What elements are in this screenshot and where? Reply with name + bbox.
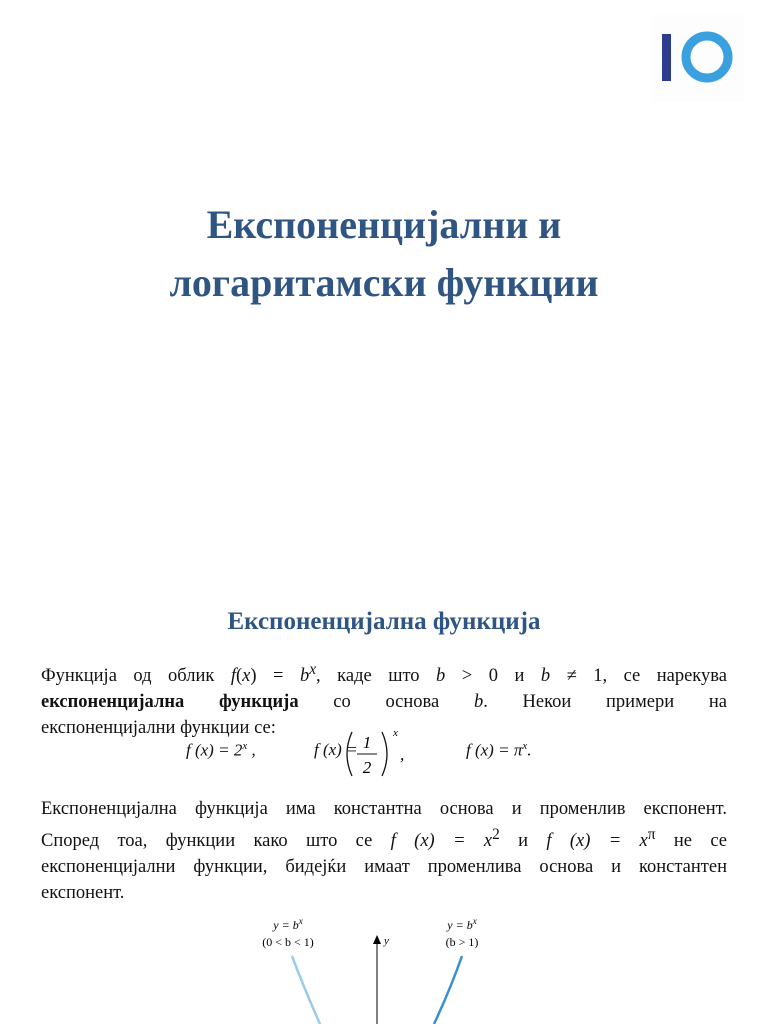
formula-2-head: f (x) = xyxy=(314,740,358,759)
fraction-numerator: 1 xyxy=(362,733,372,752)
text: , каде што xyxy=(316,666,437,687)
right-curve-label: $y = b^x$ xyxy=(447,916,477,932)
text: Функција од облик xyxy=(41,666,231,687)
formula-tail: . xyxy=(527,740,532,760)
definition-line-2 xyxy=(41,689,727,715)
text: и xyxy=(499,831,547,852)
y-axis-label: y xyxy=(384,935,389,947)
math-f-xpi: f (x) = x xyxy=(546,831,648,852)
exponential-graph xyxy=(240,910,510,1024)
logo xyxy=(652,14,744,102)
math-f: f xyxy=(230,666,236,687)
text: ( xyxy=(235,666,243,687)
formula-text: f (x) = 2 xyxy=(186,740,243,760)
math-exp-x: x xyxy=(309,661,317,678)
explanation-line-3: експоненцијални функции, бидејќи имаат променлива основа и константен xyxy=(41,857,727,878)
math-f-x2: f (x) = x xyxy=(390,831,493,852)
fraction-tail: , xyxy=(400,745,405,764)
explanation-line-1: Експоненцијална функција има константна основа и променлив експонент. xyxy=(41,799,727,819)
formula-tail: , xyxy=(247,740,256,760)
formula-3 xyxy=(466,740,531,761)
explanation-paragraph xyxy=(41,796,727,906)
increasing-curve xyxy=(434,956,462,1024)
text: . Некои примери на xyxy=(483,692,727,713)
explanation-line-4: експонент. xyxy=(41,883,125,904)
math-exp: π xyxy=(647,826,656,843)
io-logo-icon xyxy=(652,14,744,102)
left-curve-label: $y = b^x$ xyxy=(273,916,303,932)
formula-text: f (x) = π xyxy=(466,740,523,760)
text: > 0 и xyxy=(445,666,541,687)
math-b: b xyxy=(299,666,310,687)
math-exp: 2 xyxy=(492,826,500,843)
title-line-1: Експоненцијални и xyxy=(206,202,562,247)
text: ≠ 1, се нарекува xyxy=(550,666,727,687)
section-heading: Експоненцијална функција xyxy=(227,608,541,635)
left-curve-condition: (0 < b < 1) xyxy=(262,935,314,949)
text: со основа xyxy=(298,692,474,713)
math-b: b xyxy=(473,692,484,713)
graph-canvas xyxy=(240,910,510,1024)
fraction-denominator: 2 xyxy=(362,758,372,777)
text: ) = xyxy=(250,666,300,687)
formula-2-fraction xyxy=(338,728,418,780)
math-b: b xyxy=(436,666,446,687)
fraction-parentheses-icon xyxy=(338,728,418,780)
formula-exp: x xyxy=(242,740,248,752)
title-line-2: логаритамски функции xyxy=(169,260,599,305)
definition-line-1 xyxy=(41,657,727,689)
right-curve-condition: (b > 1) xyxy=(445,935,479,949)
math-b: b xyxy=(540,666,551,687)
math-x: x xyxy=(242,666,251,687)
page-title xyxy=(0,196,768,312)
text: не се xyxy=(655,831,728,852)
y-axis-arrow-icon xyxy=(373,935,381,944)
explanation-line-2 xyxy=(41,822,727,854)
text: Според тоа, функции како што се xyxy=(41,831,391,852)
formula-exp: x xyxy=(522,740,528,752)
examples-formulas xyxy=(186,728,606,780)
formula-1 xyxy=(186,740,256,761)
decreasing-curve xyxy=(292,956,320,1024)
bold-term: експоненцијална функција xyxy=(41,692,299,713)
definition-line-3: експоненцијални функции се: xyxy=(41,718,276,739)
fraction-exponent: x xyxy=(393,728,398,739)
